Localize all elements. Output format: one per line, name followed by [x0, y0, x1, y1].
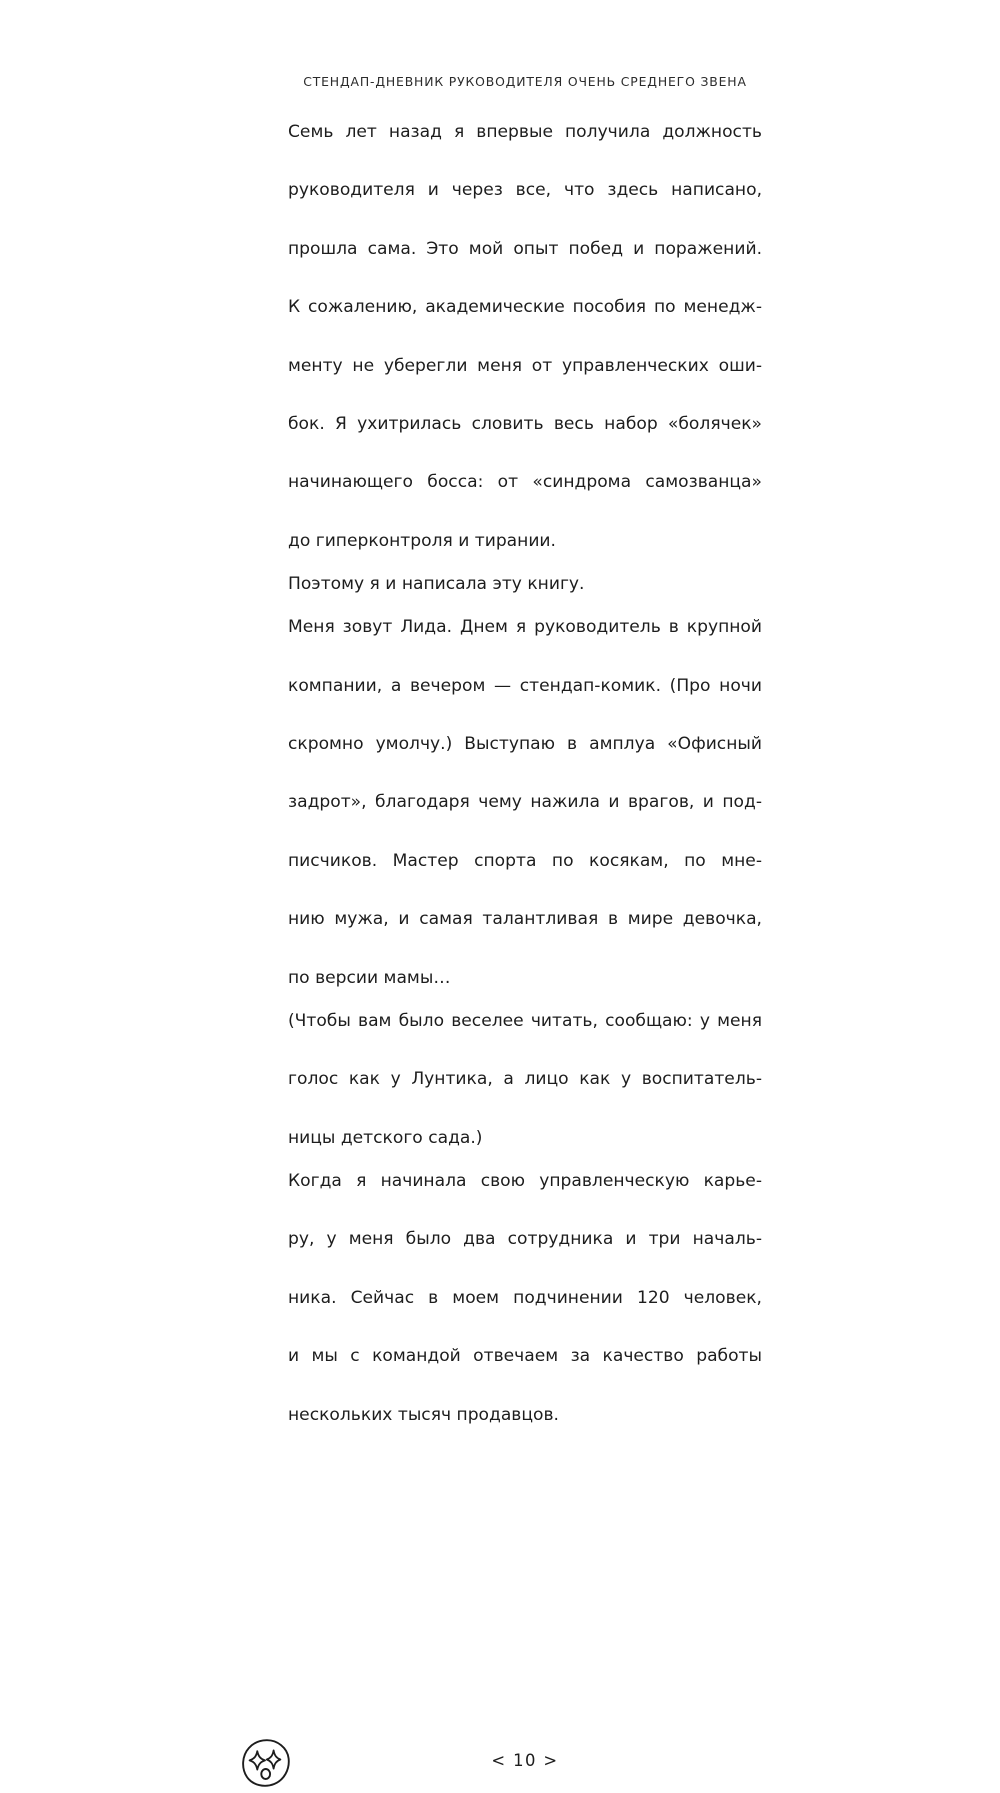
sparkles-in-circle-icon: [240, 1737, 292, 1789]
text-line: бок. Я ухитрилась словить весь набор «болячек»: [288, 414, 762, 435]
text-line: ника. Сейчас в моем подчинении 120 человек,: [288, 1287, 762, 1308]
paragraph: [288, 570, 762, 599]
text-line: до гиперконтроля и тирании.: [288, 530, 556, 551]
text-line: писчиков. Мастер спорта по косякам, по мне-: [288, 850, 762, 871]
text-line: и мы с командой отвечаем за качество работы: [288, 1346, 762, 1367]
text-line: руководителя и через все, что здесь написано,: [288, 180, 762, 201]
text-line: задрот», благодаря чему нажила и врагов, и под-: [288, 792, 762, 813]
text-line: компании, а вечером — стендап-комик. (Про ночи: [288, 675, 762, 696]
text-line: нескольких тысяч продавцов.: [288, 1404, 559, 1425]
text-line: Семь лет назад я впервые получила должность: [288, 122, 762, 142]
text-line: нию мужа, и самая талантливая в мире девочка,: [288, 909, 762, 930]
text-line: прошла сама. Это мой опыт побед и поражений.: [288, 238, 762, 259]
text-line: скромно умолчу.) Выступаю в амплуа «Офисный: [288, 734, 762, 755]
body-text-column: [288, 118, 762, 1430]
text-line: К сожалению, академические пособия по менедж-: [288, 297, 762, 318]
text-line: (Чтобы вам было веселее читать, сообщаю: у меня: [288, 1010, 762, 1031]
text-line: Когда я начинала свою управленческую карье-: [288, 1170, 762, 1191]
paragraph: [288, 118, 762, 556]
text-line: Поэтому я и написала эту книгу.: [288, 574, 585, 595]
paragraph: [288, 1167, 762, 1430]
text-line: Меня зовут Лида. Днем я руководитель в крупной: [288, 617, 762, 638]
paragraph: [288, 1007, 762, 1153]
text-line: голос как у Лунтика, а лицо как у воспитатель-: [288, 1069, 762, 1090]
text-line: менту не уберегли меня от управленческих оши-: [288, 355, 762, 376]
text-line: по версии мамы…: [288, 967, 451, 988]
text-line: ницы детского сада.): [288, 1127, 483, 1148]
text-line: начинающего босса: от «синдрома самозванца»: [288, 472, 762, 493]
running-head: СТЕНДАП-ДНЕВНИК РУКОВОДИТЕЛЯ ОЧЕНЬ СРЕДНЕГО ЗВЕНА: [303, 74, 747, 89]
text-line: ру, у меня было два сотрудника и три началь-: [288, 1229, 762, 1250]
page-number: < 10 >: [491, 1751, 559, 1770]
